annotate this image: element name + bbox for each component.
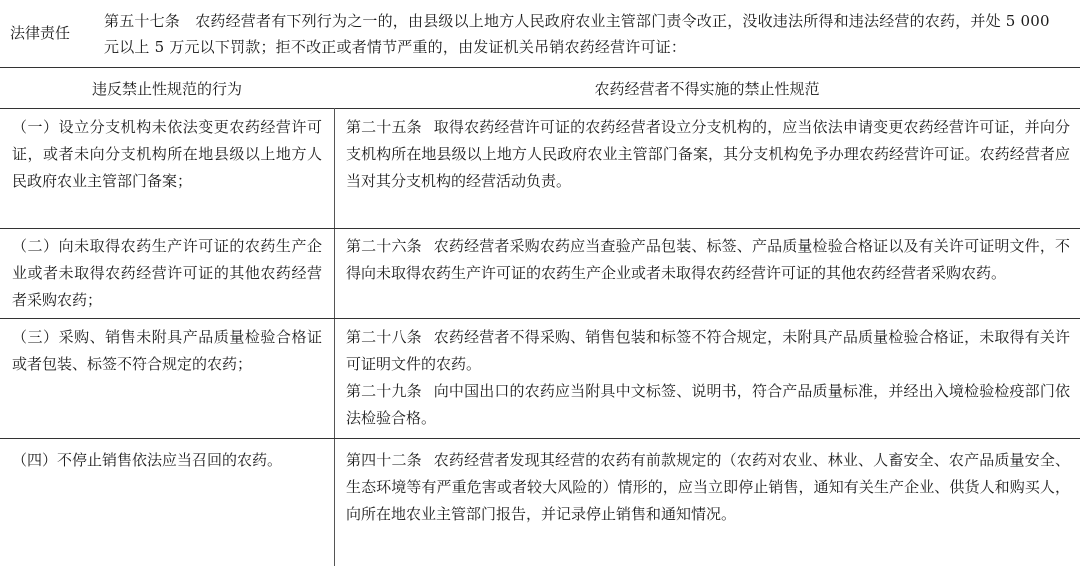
- norm-cell: [346, 324, 1070, 432]
- article-text: 向中国出口的农药应当附具中文标签、说明书，符合产品质量标准，并经出入境检验检疫部门依法检验合格。: [346, 382, 1070, 427]
- legal-liability-section: [0, 0, 1080, 68]
- norm-paragraph: [346, 378, 1070, 432]
- norm-cell: [346, 114, 1070, 195]
- article-text: 取得农药经营许可证的农药经营者设立分支机构的，应当依法申请变更农药经营许可证，并向分支机构所在地县级以上地方人民政府农业主管部门备案，其分支机构免予办理农药经营许可证。农药经营者应当对其分支机构的经营活动负责。: [346, 118, 1070, 190]
- behavior-cell: （四）不停止销售依法应当召回的农药。: [12, 451, 283, 469]
- legal-liability-text: 第五十七条 农药经营者有下列行为之一的，由县级以上地方人民政府农业主管部门责令改正，没收违法所得和违法经营的农药，并处 5 000 元以上 5 万元以下罚款；拒不改正或者情节严重的，由发证机关吊销农药经营许可证：: [104, 12, 1050, 56]
- norm-paragraph: [346, 324, 1070, 378]
- norm-cell: [346, 233, 1070, 287]
- article-number: 第四十二条: [346, 451, 422, 469]
- article-text: 农药经营者发现其经营的农药有前款规定的（农药对农业、林业、人畜安全、农产品质量安全、生态环境等有严重危害或者较大风险的）情形的，应当立即停止销售，通知有关生产企业、供货人和购买人，向所在地农业主管部门报告，并记录停止销售和通知情况。: [346, 451, 1070, 523]
- column-header-behavior: 违反禁止性规范的行为: [91, 80, 242, 98]
- article-number: 第二十五条: [346, 118, 422, 136]
- article-text: 农药经营者不得采购、销售包装和标签不符合规定，未附具产品质量检验合格证，未取得有关许可证明文件的农药。: [346, 328, 1070, 373]
- article-number: 第二十九条: [346, 382, 422, 400]
- article-number: 第二十八条: [346, 328, 422, 346]
- table-row: [0, 108, 1080, 228]
- legal-liability-label: 法律责任: [10, 24, 71, 42]
- norm-paragraph: [346, 447, 1070, 528]
- norm-paragraph: [346, 114, 1070, 195]
- behavior-cell: （三）采购、销售未附具产品质量检验合格证或者包装、标签不符合规定的农药；: [12, 328, 322, 373]
- column-header-norms: 农药经营者不得实施的禁止性规范: [594, 80, 820, 98]
- norm-paragraph: [346, 233, 1070, 287]
- article-text: 农药经营者采购农药应当查验产品包装、标签、产品质量检验合格证以及有关许可证明文件，不得向未取得农药生产许可证的农药生产企业或者未取得农药经营许可证的其他农药经营者采购农药。: [346, 237, 1070, 282]
- table-row: [0, 228, 1080, 318]
- table-row: [0, 438, 1080, 566]
- table-row: [0, 318, 1080, 438]
- norm-cell: [346, 447, 1070, 528]
- behavior-cell: （一）设立分支机构未依法变更农药经营许可证，或者未向分支机构所在地县级以上地方人民政府农业主管部门备案；: [12, 118, 322, 190]
- behavior-cell: （二）向未取得农药生产许可证的农药生产企业或者未取得农药经营许可证的其他农药经营者采购农药；: [12, 237, 322, 309]
- article-number: 第二十六条: [346, 237, 422, 255]
